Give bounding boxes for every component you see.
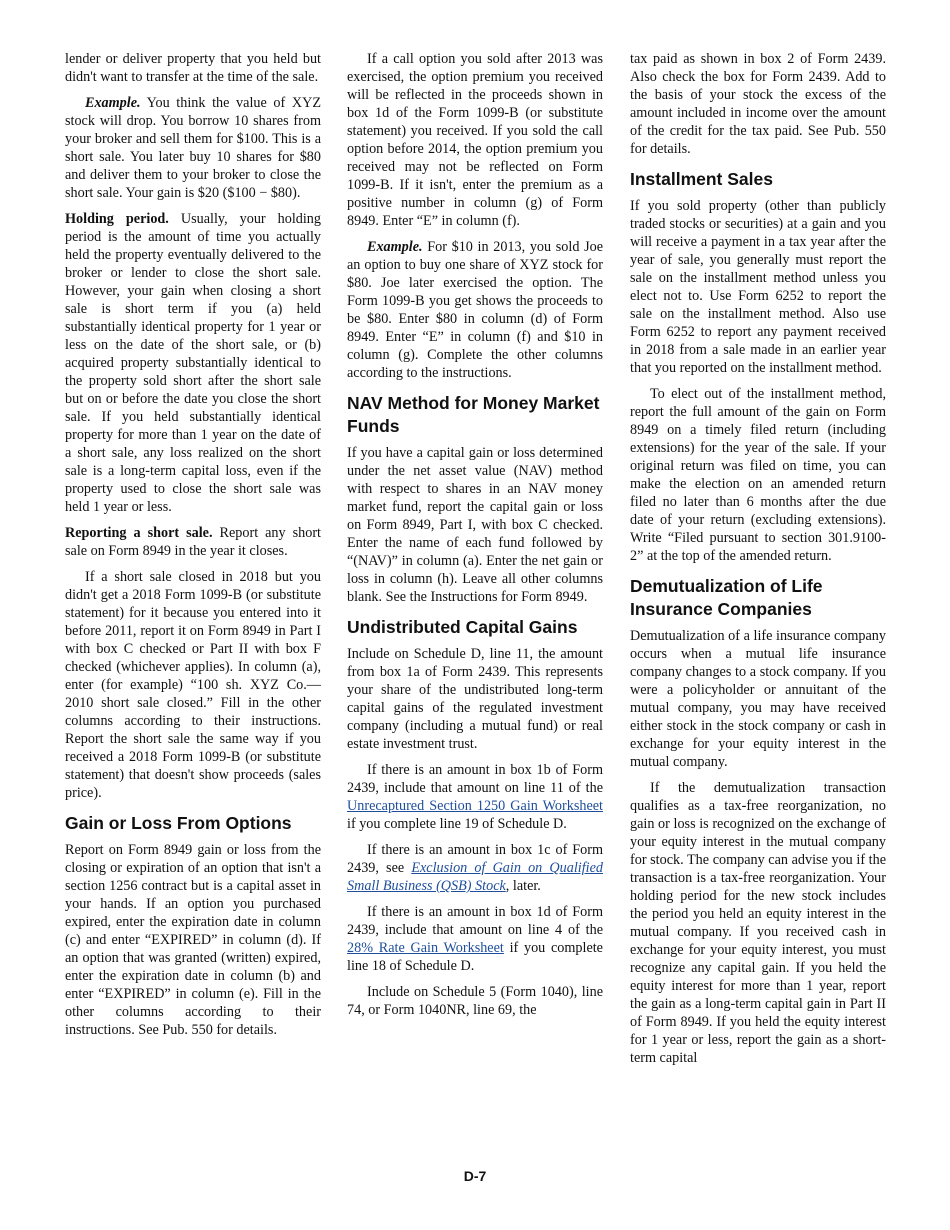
paragraph-text: If there is an amount in box 1d of Form 2439, include that amount on line 4 of the	[347, 904, 603, 938]
section-heading-undistributed: Undistributed Capital Gains	[347, 617, 578, 637]
paragraph-text: For $10 in 2013, you sold Joe an option to buy one share of XYZ stock for $80. Joe later exercised the option. The Form 1099-B you get shows the proceeds to be $80. Enter $80 in column (d) of Form 8949. Enter “E” in column (f) and $10 in column (g). Complete the other columns according to the instructions.	[347, 239, 603, 381]
paragraph: Include on Schedule 5 (Form 1040), line 74, or Form 1040NR, line 69, the	[347, 984, 603, 1018]
unrecaptured-worksheet-link[interactable]: Unrecaptured Section 1250 Gain Worksheet	[347, 798, 603, 814]
run-in-heading: Holding period.	[65, 211, 169, 227]
qsb-stock-link[interactable]: Exclusion of Gain on Qualified Small Business (QSB) Stock	[347, 860, 603, 894]
paragraph: Include on Schedule D, line 11, the amount from box 1a of Form 2439. This represents your share of the undistributed long-term capital gains of the regulated investment company (including a mutual fund) or real estate investment trust.	[347, 646, 603, 752]
column-2	[347, 50, 603, 1027]
paragraph-text: If there is an amount in box 1c of Form 2439, see	[347, 842, 603, 876]
reporting-short-sale-paragraph	[65, 524, 321, 560]
paragraph-text: Report any short sale on Form 8949 in the year it closes.	[65, 525, 321, 559]
paragraph	[347, 761, 603, 833]
example-label: Example.	[367, 239, 423, 255]
example-paragraph	[347, 238, 603, 382]
section-heading-nav: NAV Method for Money Market Funds	[347, 393, 600, 436]
example-paragraph	[65, 94, 321, 202]
paragraph: tax paid as shown in box 2 of Form 2439. Also check the box for Form 2439. Add to the basis of your stock the excess of the amount included in income over the amount of the credit for the tax paid. See Pub. 550 for details.	[630, 51, 886, 157]
run-in-heading: Reporting a short sale.	[65, 525, 213, 541]
paragraph-text: if you complete line 19 of Schedule D.	[347, 816, 567, 832]
paragraph-text: if you complete line 18 of Schedule D.	[347, 940, 603, 974]
paragraph: If you sold property (other than publicly traded stocks or securities) at a gain and you will receive a payment in a tax year after the year of sale, you generally must report the sale on the installment method unless you elect not to. Use Form 6252 to report the sale on the installment method. Also use Form 6252 to report any payment received in 2018 from a sale made in an earlier year that you reported on the installment method.	[630, 198, 886, 376]
paragraph: If a short sale closed in 2018 but you didn't get a 2018 Form 1099-B (or substitute statement) for it because you entered into it before 2011, report it on Form 8949 in Part I with box C checked or Part II with box F checked (whichever applies). In column (a), enter (for example) “100 sh. XYZ Co.—2010 short sale closed.” Fill in the other columns according to their instructions. Report the short sale the same way if you received a 2018 Form 1099-B (or substitute statement) that doesn't show proceeds (sales price).	[65, 569, 321, 801]
paragraph: Demutualization of a life insurance company occurs when a mutual life insurance company changes to a stock company. If you were a policyholder or annuitant of the mutual company, you may have received either stock in the stock company or cash in exchange for your equity interest in the mutual company.	[630, 628, 886, 770]
example-label: Example.	[85, 95, 141, 111]
page-number: D-7	[463, 1168, 487, 1184]
paragraph-text: If there is an amount in box 1b of Form 2439, include that amount on line 11 of the	[347, 762, 603, 796]
paragraph: lender or deliver property that you held but didn't want to transfer at the time of the sale.	[65, 51, 321, 85]
section-heading-options: Gain or Loss From Options	[65, 813, 292, 833]
paragraph	[347, 903, 603, 975]
paragraph: To elect out of the installment method, report the full amount of the gain on Form 8949 on a timely filed return (including extensions) for the year of the sale. If your original return was filed on time, you can make the election on an amended return filed no later than 6 months after the due date of your return (excluding extensions). Write “Filed pursuant to section 301.9100-2” at the top of the amended return.	[630, 386, 886, 564]
paragraph-text: You think the value of XYZ stock will drop. You borrow 10 shares from your broker and sell them for $100. This is a short sale. You later buy 10 shares for $80 and deliver them to your broker to close the short sale. Your gain is $20 ($100 − $80).	[65, 95, 321, 201]
paragraph: If the demutualization transaction qualifies as a tax-free reorganization, no gain or loss is recognized on the exchange of your equity interest in the mutual company for stock. The company can advise you if the transaction is a tax-free reorganization. Your holding period for the new stock includes the period you held an equity interest in the mutual company. If you received cash in exchange for your equity interest, you must recognize any capital gain. If you held the equity interest for more than 1 year, report the gain as a long-term capital gain in Part II of Form 8949. If you held the equity interest for 1 year or less, report the gain as a short-term capital	[630, 780, 886, 1066]
paragraph: If you have a capital gain or loss determined under the net asset value (NAV) method with respect to shares in an NAV money market fund, report the capital gain or loss on Form 8949, Part I, with box C checked. Enter the name of each fund followed by “(NAV)” in column (a). Enter the net gain or loss in column (h). Leave all other columns blank. See the Instructions for Form 8949.	[347, 445, 603, 605]
section-heading-installment: Installment Sales	[630, 169, 773, 189]
paragraph-text: Usually, your holding period is the amount of time you actually held the property eventually delivered to the broker or lender to close the short sale. However, your gain when closing a short sale is short term if you (a) held substantially identical property for 1 year or less on the date of the short sale, or (b) acquired property substantially identical to the property sold short after the short sale but on or before the date you close the short sale. If you held substantially identical property for more than 1 year on the date of a short sale, any loss realized on the short sale is a long-term capital loss, even if the property used to close the short sale was held 1 year or less.	[65, 211, 321, 515]
section-heading-demutualization: Demutualization of Life Insurance Companies	[630, 576, 823, 619]
column-3	[630, 50, 886, 1075]
paragraph	[347, 841, 603, 895]
paragraph: Report on Form 8949 gain or loss from the closing or expiration of an option that isn't a section 1256 contract but is a capital asset in your hands. If an option you purchased expired, enter the expiration date in column (c) and enter “EXPIRED” in column (d). If an option that was granted (written) expired, enter the expiration date in column (b) and enter “EXPIRED” in column (e). Fill in the other columns according to their instructions. See Pub. 550 for details.	[65, 842, 321, 1038]
column-1	[65, 50, 321, 1047]
holding-period-paragraph	[65, 210, 321, 516]
paragraph-text: , later.	[505, 878, 541, 894]
rate-gain-worksheet-link[interactable]: 28% Rate Gain Worksheet	[347, 940, 504, 956]
paragraph: If a call option you sold after 2013 was exercised, the option premium you received will be reflected in the proceeds shown in box 1d of the Form 1099-B (or substitute statement) you received. If you sold the call option before 2014, the option premium you received may not be reflected on Form 1099-B. If it isn't, enter the premium as a positive number in column (g) of Form 8949. Enter “E” in column (f).	[347, 51, 603, 229]
